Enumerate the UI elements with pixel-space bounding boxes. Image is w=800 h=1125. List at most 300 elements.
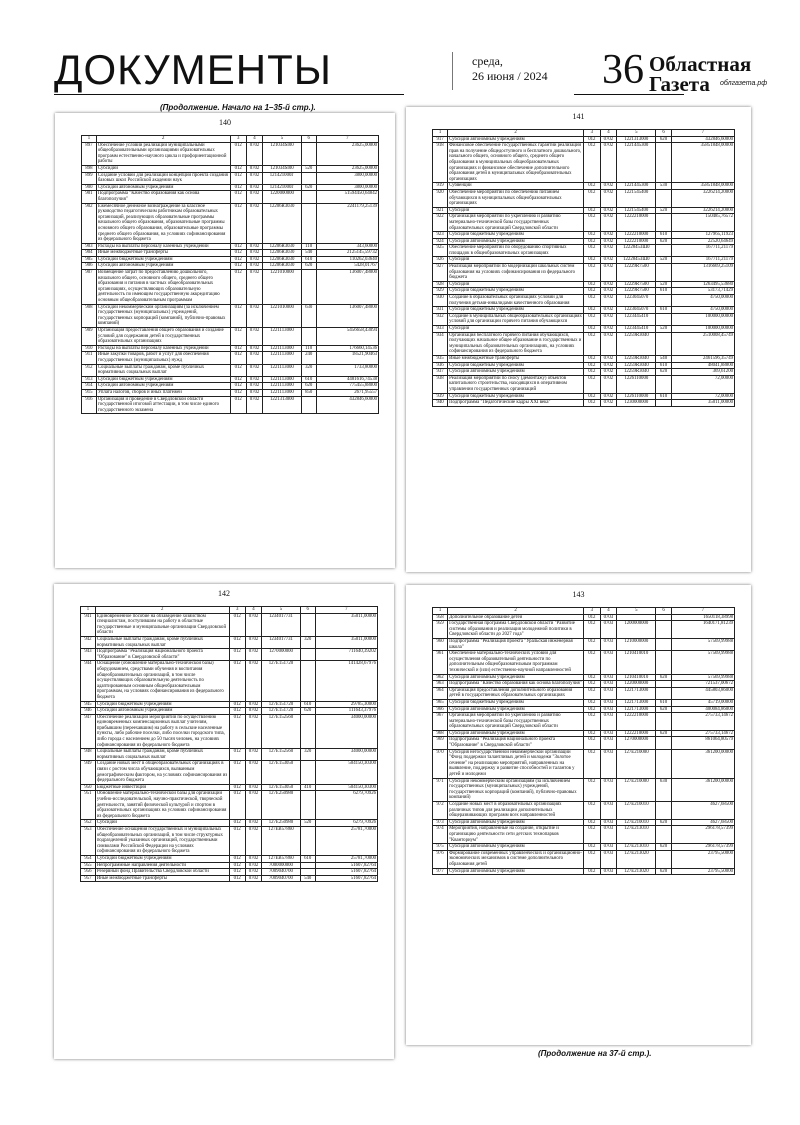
ministry-code-cell: 012 [584, 326, 601, 333]
row-number-cell: 918 [433, 143, 448, 183]
expense-type-cell: 520 [656, 281, 671, 288]
expense-type-cell [656, 214, 671, 232]
ministry-code-cell: 012 [584, 232, 601, 239]
table-row [433, 183, 735, 190]
row-number-cell: 953 [81, 826, 96, 855]
item-name-cell: Субсидии [448, 207, 584, 214]
item-name-cell: Субсидии автономным учреждениям [448, 730, 584, 737]
expense-type-cell [301, 203, 316, 243]
target-article-cell: 12206R3030 [263, 263, 302, 270]
ministry-code-cell: 012 [584, 778, 601, 801]
amount-cell: 361200,00000 [671, 778, 734, 801]
expense-type-cell: 610 [656, 699, 671, 706]
target-article-cell: 1221010000 [263, 270, 302, 305]
row-number-cell: 958 [433, 614, 448, 621]
target-article-cell: 1210000000 [617, 638, 656, 650]
table-row [433, 332, 735, 355]
section-code-cell: 0702 [245, 862, 261, 869]
row-number-cell: 938 [433, 375, 448, 393]
expense-type-cell [656, 681, 671, 688]
amount-cell: 22520,64649 [671, 238, 734, 245]
target-article-cell: 12206R3030 [263, 256, 302, 263]
section-code-cell: 0702 [246, 165, 262, 172]
table-row [433, 369, 735, 376]
section-code-cell: 0703 [600, 819, 617, 826]
section-code-cell: 0702 [600, 281, 617, 288]
row-number-cell: 954 [81, 855, 96, 862]
item-name-cell: Подпрограмма "Качество образования как основа благополучия" [449, 681, 582, 687]
row-number-cell: 961 [433, 651, 448, 674]
row-number-cell: 937 [433, 369, 448, 376]
expense-type-cell [656, 826, 671, 844]
expense-type-cell: 620 [656, 369, 671, 376]
section-code-cell: 0702 [246, 364, 262, 376]
row-number-cell: 897 [82, 142, 97, 165]
column-header: 7 [671, 608, 734, 615]
table-row [433, 826, 735, 844]
table-row [82, 270, 379, 305]
target-article-cell: 127E213020 [617, 850, 656, 868]
ministry-code-cell: 012 [584, 313, 601, 325]
target-article-cell: 1230000000 [617, 400, 656, 407]
amount-cell: 3800,00000 [316, 172, 378, 184]
ministry-code-cell: 012 [229, 826, 245, 855]
expense-type-cell [656, 713, 671, 731]
item-name-cell: Социальные выплаты гражданам, кроме публичных нормативных социальных выплат [95, 749, 229, 761]
section-code-cell: 0702 [245, 784, 261, 791]
target-article-cell: 127E152560 [262, 714, 301, 749]
table-header-row [433, 130, 735, 137]
budget-table [80, 606, 378, 882]
item-name-cell: Единовременное пособие на обзаведение хозяйством специалистам, поступившим на работу в областные государственные и муниципальные организации Свердловской области [95, 613, 229, 636]
row-number-cell: 910 [82, 345, 97, 352]
section-code-cell: 0702 [600, 264, 617, 282]
table-row [82, 345, 379, 352]
expense-type-cell: 620 [656, 730, 671, 737]
ministry-code-cell: 012 [584, 136, 601, 143]
item-name-cell: Ежемесячное денежное вознаграждение за классное руководство педагогическим работникам образовательных организаций, реализующих образовательные программы начального общего образования, образовательные программы основного общего образования, образовательные программы среднего общего образования, на условиях софинансирования из федерального бюджета [96, 203, 230, 243]
section-code-cell: 0702 [600, 232, 617, 239]
ministry-code-cell: 012 [229, 714, 245, 749]
table-row [82, 256, 379, 263]
amount-cell: 167711,21179 [671, 245, 734, 257]
item-name-cell: Подпрограмма "Качество образования как основа благополучия" [96, 191, 230, 203]
table-row [82, 191, 379, 203]
expense-type-cell: 620 [301, 263, 316, 270]
row-number-cell: 942 [81, 636, 96, 648]
row-number-cell: 950 [81, 784, 96, 791]
table-row [81, 708, 378, 715]
expense-type-cell [656, 749, 671, 778]
item-name-cell: Бюджетные инвестиции [95, 784, 229, 791]
table-row [82, 184, 379, 191]
expense-type-cell: 610 [300, 855, 315, 862]
row-number-cell: 905 [82, 256, 97, 263]
target-article-cell: 127E210000 [617, 749, 656, 778]
row-number-cell: 962 [433, 674, 448, 681]
target-article-cell: 1222210000 [617, 214, 656, 232]
item-name-cell: Реализация мероприятий по сносу (демонтажу) объектов капитального строительства, находящихся в оперативном управлении государственных организаций [448, 375, 584, 393]
ministry-code-cell: 012 [584, 307, 601, 314]
table-row [433, 264, 735, 282]
target-article-cell: 1222210000 [617, 713, 656, 731]
table-row [433, 844, 735, 851]
expense-type-cell [656, 687, 671, 699]
section-code-cell: 0702 [600, 313, 617, 325]
ministry-code-cell: 012 [584, 674, 601, 681]
section-code-cell: 0702 [600, 393, 617, 400]
amount-cell: 4750,00000 [671, 295, 734, 307]
section-code-cell: 0702 [600, 143, 617, 183]
column-header: 5 [617, 608, 656, 615]
item-name-cell: Субсидии бюджетным учреждениям [448, 393, 584, 400]
section-code-cell: 0702 [245, 875, 261, 882]
expense-type-cell [301, 172, 316, 184]
amount-cell: 23625,00000 [316, 165, 378, 172]
budget-table [81, 135, 379, 414]
table-row [82, 142, 379, 165]
section-code-cell: 0703 [600, 706, 617, 713]
expense-type-cell [300, 761, 315, 784]
expense-type-cell [300, 791, 315, 820]
ministry-code-cell: 012 [584, 681, 601, 688]
row-number-cell: 977 [433, 868, 448, 875]
target-article-cell: 121034SI00 [263, 142, 302, 165]
amount-cell: 53173,71429 [671, 288, 734, 295]
ministry-code-cell: 012 [230, 328, 246, 346]
table-row [82, 383, 379, 390]
amount-cell: 35851848,00000 [671, 183, 734, 190]
target-article-cell: 1223045070 [617, 307, 656, 314]
section-code-cell: 0703 [600, 737, 617, 749]
scan-page-number: 143 [572, 590, 585, 599]
column-header: 2 [448, 130, 584, 137]
row-number-cell: 936 [433, 362, 448, 369]
ministry-code-cell: 012 [230, 376, 246, 383]
section-code-cell: 0702 [245, 649, 261, 661]
table-row [82, 304, 379, 327]
amount-cell: 4627,68500 [671, 802, 734, 820]
table-row [433, 362, 735, 369]
item-name-cell: Субсидии бюджетным учреждениям [448, 307, 584, 314]
section-code-cell: 0702 [246, 328, 262, 346]
column-header: 7 [316, 136, 378, 143]
item-name-cell: Организация мероприятий по укреплению и развитию материально-технической базы государственных образовательных организаций Свердловской области [448, 713, 584, 731]
item-name-cell: Непрограммные направления деятельности [95, 862, 229, 869]
ministry-code-cell: 012 [230, 352, 246, 364]
amount-cell: 296178,57399 [671, 844, 734, 851]
column-header: 7 [315, 607, 377, 614]
table-header-row [433, 608, 735, 615]
item-name-cell: Дополнительное образование детей [448, 614, 584, 621]
target-article-cell: 1226110000 [617, 375, 656, 393]
ministry-code-cell: 012 [229, 661, 245, 701]
section-code-cell: 0702 [246, 142, 262, 165]
target-article-cell: 127E151720 [262, 708, 301, 715]
table-row [433, 868, 735, 875]
table-row [82, 376, 379, 383]
ministry-code-cell: 012 [230, 383, 246, 390]
amount-cell: 361200,00000 [671, 749, 734, 778]
expense-type-cell: 610 [301, 376, 316, 383]
ministry-code-cell: 012 [584, 844, 601, 851]
ministry-code-cell: 012 [230, 184, 246, 191]
section-code-cell: 0702 [600, 355, 617, 362]
ministry-code-cell: 012 [584, 264, 601, 282]
target-article-cell: 1220000000 [263, 191, 302, 203]
section-code-cell: 0702 [246, 203, 262, 243]
expense-type-cell: 320 [300, 749, 315, 761]
issue-weekday: среда, [472, 54, 503, 68]
table-row [82, 172, 379, 184]
scan-page-number: 141 [572, 112, 585, 121]
table-row [81, 636, 378, 648]
amount-cell: 25781,70000 [315, 855, 377, 862]
expense-type-cell [656, 245, 671, 257]
row-number-cell: 940 [433, 400, 448, 407]
amount-cell: 296178,57399 [671, 826, 734, 844]
target-article-cell: 1234017731 [262, 636, 301, 648]
section-code-cell: 0703 [600, 850, 617, 868]
item-name-cell: Формирование современных управленческих и организационно-экономических механизмов в системе дополнительного образования детей [449, 850, 582, 867]
continued-note: (Продолжение на 37-й стр.). [538, 1049, 652, 1058]
section-code-cell: 0702 [600, 238, 617, 245]
amount-cell: 3226214,20000 [671, 207, 734, 214]
section-code-cell: 0702 [245, 701, 261, 708]
table-row [433, 189, 735, 207]
table-row [433, 136, 735, 143]
amount-cell: 504150,30300 [315, 784, 377, 791]
item-name-cell: Субсидии автономным учреждениям [448, 868, 584, 875]
target-article-cell: 12229R7500 [617, 264, 656, 282]
ministry-code-cell: 012 [229, 761, 245, 784]
column-header: 6 [656, 608, 671, 615]
row-number-cell: 914 [82, 383, 97, 390]
item-name-cell: Иные межбюджетные трансферты [448, 355, 584, 362]
expense-type-cell: 320 [300, 636, 315, 648]
ministry-code-cell: 012 [584, 355, 601, 362]
item-name-cell: Государственная программа Свердловской области "Развитие системы образования и реализация молодежной политики в Свердловской области до 2027 года" [448, 621, 584, 639]
table-row [81, 862, 378, 869]
row-number-cell: 935 [433, 355, 448, 362]
logo-line-1: Областная [649, 52, 752, 76]
budget-table [432, 607, 735, 875]
ministry-code-cell: 012 [584, 749, 601, 778]
item-name-cell: Субсидии бюджетным учреждениям [96, 256, 230, 263]
table-row [433, 621, 735, 639]
row-number-cell: 917 [433, 136, 448, 143]
section-code-cell: 0703 [600, 651, 617, 674]
section-code-cell: 0702 [245, 749, 261, 761]
column-header: 3 [229, 607, 245, 614]
masthead-rule [54, 94, 404, 95]
amount-cell: 35011,00000 [315, 636, 377, 648]
target-article-cell: 1221313000 [263, 396, 302, 414]
expense-type-cell [301, 270, 316, 305]
target-article-cell: 127E210010 [617, 802, 656, 820]
row-number-cell: 926 [433, 257, 448, 264]
ministry-code-cell: 012 [229, 613, 245, 636]
item-name-cell: Субсидии автономным учреждениям [448, 706, 584, 713]
table-row [433, 393, 735, 400]
item-name-cell: Субсидии автономным учреждениям [96, 263, 230, 270]
amount-cell: 343,60000 [316, 243, 378, 250]
row-number-cell: 939 [433, 393, 448, 400]
amount-cell: 141428,67976 [315, 661, 377, 701]
ministry-code-cell: 012 [230, 396, 246, 414]
item-name-cell: Создание в муниципальных общеобразовательных организациях условий для организации горячего питания обучающихся [449, 313, 582, 325]
ministry-code-cell: 012 [584, 257, 601, 264]
amount-cell: 6279,70926 [315, 791, 377, 820]
table-row [81, 749, 378, 761]
expense-type-cell: 520 [300, 820, 315, 827]
item-name-cell: Субсидии бюджетным учреждениям [96, 376, 230, 383]
expense-type-cell: 610 [656, 288, 671, 295]
ministry-code-cell: 012 [584, 295, 601, 307]
target-article-cell: 1221113000 [263, 364, 302, 376]
table-row [82, 396, 379, 414]
section-code-cell: 0703 [600, 826, 617, 844]
target-article-cell: 12259R3040 [617, 369, 656, 376]
section-code-cell: 0703 [600, 778, 617, 801]
ministry-code-cell: 012 [584, 183, 601, 190]
column-header: 4 [246, 136, 262, 143]
amount-cell: 3800,00000 [316, 184, 378, 191]
ministry-code-cell: 012 [229, 875, 245, 882]
table-row [433, 749, 735, 778]
row-number-cell: 963 [433, 681, 448, 688]
ministry-code-cell: 012 [230, 203, 246, 243]
ministry-code-cell: 012 [584, 819, 601, 826]
section-code-cell: 0702 [245, 869, 261, 876]
item-name-cell: Обеспечение реализации мероприятий по осуществлению единовременных компенсационных выплат учителям, прибывшим (переехавшим) на работу в сельские населенные пункты, либо рабочие поселки, либо поселки городского типа, либо города с населением до 50 тысяч человек, на условиях софинансирования из федерального бюджета [95, 714, 229, 749]
target-article-cell: 1222210000 [617, 232, 656, 239]
issue-date-text: 26 июня / 2024 [472, 69, 548, 83]
table-row [433, 674, 735, 681]
expense-type-cell: 620 [301, 383, 316, 390]
expense-type-cell [656, 651, 671, 674]
row-number-cell: 903 [82, 243, 97, 250]
table-row [433, 681, 735, 688]
table-row [81, 820, 378, 827]
section-code-cell: 0702 [600, 214, 617, 232]
table-row [81, 761, 378, 784]
table-row [433, 802, 735, 820]
item-name-cell: Обеспечение материально-технических условий для осуществления образовательной деятельности по дополнительным общеобразовательным программам технической и (или) естественно-научной направленностей [448, 651, 584, 674]
item-name-cell: Субсидии автономным учреждениям [96, 184, 230, 191]
expense-type-cell: 110 [301, 243, 316, 250]
ministry-code-cell: 012 [584, 730, 601, 737]
row-number-cell: 968 [433, 730, 448, 737]
amount-cell: 51607,82764 [315, 869, 377, 876]
expense-type-cell: 530 [656, 183, 671, 190]
expense-type-cell [300, 661, 315, 701]
column-header: 6 [656, 130, 671, 137]
row-number-cell: 973 [433, 819, 448, 826]
row-number-cell: 920 [433, 189, 448, 207]
item-name-cell: Подпрограмма "Реализация проекта "Уральская инженерная школа" [448, 638, 584, 650]
table-row [433, 375, 735, 393]
expense-type-cell: 620 [656, 136, 671, 143]
row-number-cell: 932 [433, 313, 448, 325]
column-header: 5 [263, 136, 302, 143]
amount-cell: 1316669,25109 [671, 264, 734, 282]
column-header: 2 [448, 608, 584, 615]
amount-cell: 3226214,20000 [671, 189, 734, 207]
amount-cell: 100000,00000 [671, 313, 734, 325]
ministry-code-cell: 012 [584, 706, 601, 713]
expense-type-cell [300, 613, 315, 636]
item-name-cell: Субсидии бюджетным учреждениям [95, 855, 229, 862]
ministry-code-cell: 012 [230, 165, 246, 172]
section-code-cell: 0702 [246, 376, 262, 383]
row-number-cell: 915 [82, 389, 97, 396]
item-name-cell: Обеспечение условий реализации муниципальными общеобразовательными организациями образовательных программ естественно-научного цикла и профориентационной работы [96, 142, 230, 165]
table-header-row [82, 136, 379, 143]
expense-type-cell [656, 332, 671, 355]
table-row [433, 326, 735, 333]
ministry-code-cell: 012 [584, 281, 601, 288]
section-code-cell: 0702 [600, 207, 617, 214]
row-number-cell: 952 [81, 820, 96, 827]
amount-cell: 51607,82764 [315, 875, 377, 882]
ministry-code-cell: 012 [584, 802, 601, 820]
item-name-cell: Обеспечение оснащения государственных и муниципальных общеобразовательных организаций, в том числе структурных подразделений указанных организаций, государственными символами Российской Федерации на условиях софинансирования из федерального бюджета [95, 826, 229, 855]
row-number-cell: 965 [433, 699, 448, 706]
amount-cell: 48041,88800 [671, 362, 734, 369]
target-article-cell: 1221113000 [263, 352, 302, 364]
expense-type-cell [656, 737, 671, 749]
target-article-cell: 121421000Г [263, 184, 302, 191]
target-article-cell: 1234017731 [262, 613, 301, 636]
target-article-cell: 1223445410 [617, 313, 656, 325]
expense-type-cell: 610 [301, 256, 316, 263]
item-name-cell: Иные межбюджетные трансферты [95, 875, 229, 882]
table-row [81, 613, 378, 636]
section-code-cell: 0703 [600, 713, 617, 731]
row-number-cell: 916 [82, 396, 97, 414]
item-name-cell: Оснащение (обновление материально-технической базы) оборудованием, средствами обучения и воспитания общеобразовательных организаций, в том числе осуществляющих образовательную деятельность по адаптированным основным общеобразовательным программам, на условиях софинансирования из федерального бюджета [95, 661, 229, 701]
table-row [81, 826, 378, 855]
table-row [82, 263, 379, 270]
amount-cell: 4750,00000 [671, 307, 734, 314]
amount-cell: 34000,00000 [315, 714, 377, 749]
expense-type-cell: 540 [656, 355, 671, 362]
row-number-cell: 955 [81, 862, 96, 869]
ministry-code-cell: 012 [584, 143, 601, 183]
expense-type-cell: 540 [300, 875, 315, 882]
item-name-cell: Субсидии автономным учреждениям [448, 844, 584, 851]
row-number-cell: 934 [433, 332, 448, 355]
target-article-cell: 127E153050 [262, 784, 301, 791]
item-name-cell: Организация и проведение в Свердловской области государственной итоговой аттестации, в том числе единого государственного экзамена [96, 396, 230, 414]
amount-cell: 18521,90463 [316, 352, 378, 364]
amount-cell: 100000,00000 [671, 326, 734, 333]
table-row [433, 281, 735, 288]
table-row [433, 288, 735, 295]
target-article-cell: 7009040700 [262, 875, 301, 882]
target-article-cell: 127E213010 [617, 844, 656, 851]
ministry-code-cell: 012 [229, 869, 245, 876]
target-article-cell: 1221545400 [617, 189, 656, 207]
section-code-cell: 0702 [246, 389, 262, 396]
amount-cell: 432846,60000 [671, 136, 734, 143]
item-name-cell: Создание в образовательных организациях условий для получения детьми-инвалидами качественного образования [448, 295, 584, 307]
item-name-cell: Субсидии бюджетным учреждениям [448, 362, 584, 369]
expense-type-cell [656, 313, 671, 325]
section-code-cell: 0702 [246, 396, 262, 414]
ministry-code-cell: 012 [229, 636, 245, 648]
